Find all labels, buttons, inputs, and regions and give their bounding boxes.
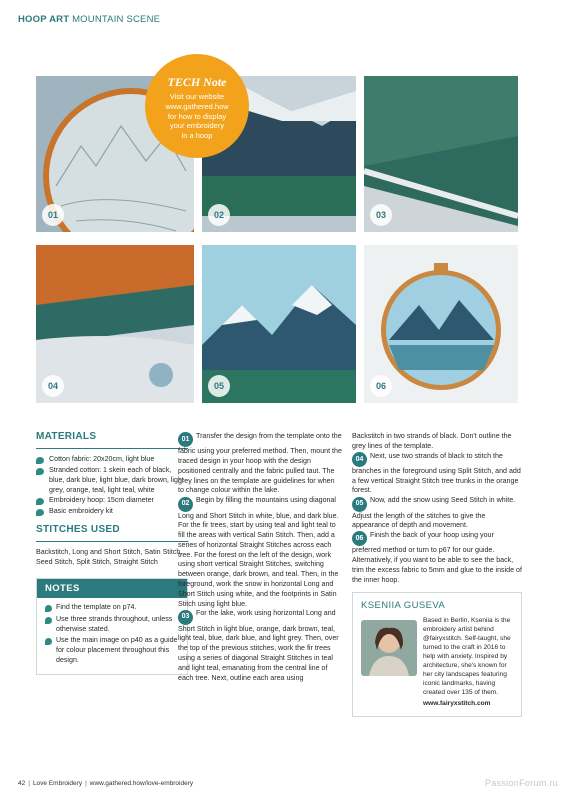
watermark: PassionForum.ru [484,778,558,788]
author-photo [361,620,417,676]
step-badge: 03 [178,610,193,625]
notes-box [36,578,188,675]
photo-number: 06 [370,375,392,397]
footer-url[interactable]: www.gathered.how/love-embroidery [89,780,194,787]
stitches-title: STITCHES USED [36,523,120,535]
section-label: HOOP ART [18,14,70,25]
step-badge: 05 [352,497,367,512]
notes-body [37,598,187,674]
step-1: 01 Transfer the design from the template onto the fabric using your preferred method. Then, mount the traced design in your hoop with the design positioned centrally and the fabric pulled taut. The grey lines on the template are guidelines for when to change colour within the lake. [178,432,342,495]
photo-number: 05 [208,375,230,397]
list-item: Basic embroidery kit [36,507,188,517]
step-4: 04 Next, use two strands of black to stitch the branches in the foreground using Split Stitch, and add a few vertical Straight Stitch tree trunks in the orange forest. [352,451,521,495]
instructions-column-1 [178,432,342,683]
step-badge: 01 [178,432,193,447]
list-item: Use the main image on p40 as a guide for colour placement throughout this design. [45,636,179,665]
list-item: Embroidery hoop: 15cm diameter [36,496,188,506]
step-badge: 02 [178,497,193,512]
photo-number: 01 [42,204,64,226]
author-bio: Based in Berlin, Kseniia is the embroidery artist behind @fairyxstitch. Self-taught, she turned to the craft in 2016 to help with anxiety. Inspired by architecture, she's known for her city landscapes featuring iconic landmarks, having created over 135 of them. [423,616,511,697]
step-photo-04 [36,245,194,403]
step-photo-06 [364,245,518,403]
list-item: Use three strands throughout, unless otherwise stated. [45,615,179,635]
page-number: 42 [18,780,26,787]
author-name: KSENIIA GUSEVA [361,599,446,611]
photo-number: 04 [42,375,64,397]
author-website-link[interactable]: www.fairyxstitch.com [423,699,491,707]
step-badge: 06 [352,531,367,546]
photo-number: 03 [370,204,392,226]
materials-list [36,455,188,517]
subsection-label: MOUNTAIN SCENE [72,14,161,25]
list-item: Stranded cotton: 1 skein each of black, blue, dark blue, light blue, dark brown, light grey, orange, teal, light teal, white [36,466,188,495]
stitches-section [36,523,188,568]
page-footer: 42 | Love Embroidery | www.gathered.how/love-embroidery [18,780,194,787]
step-badge: 04 [352,452,367,467]
photo-number: 02 [208,204,230,226]
tech-note-badge [145,54,249,158]
notes-title: NOTES [37,579,187,598]
instructions-column-2 [352,432,522,717]
list-item: Cotton fabric: 20x20cm, light blue [36,455,188,465]
step-photo-03 [364,76,518,232]
step-5: 05 Now, add the snow using Seed Stitch in white. Adjust the length of the stitches to give the appearance of depth and movement. [352,496,516,530]
step-3: 03 For the lake, work using horizontal Long and Short Stitch in light blue, orange, dark brown, teal, light teal, blue, dark blue, and light grey. Then, over the top of the previous stitches, work the fir trees using a series of diagonal Straight Stitches in teal and light teal, emanating from the central line of each tree. Next, outline each area using [178,609,339,682]
divider [36,448,188,450]
step-photo-05 [202,245,356,403]
stitches-text: Backstitch, Long and Short Stitch, Satin Stitch, Seed Stitch, Split Stitch, Straight Stitch [36,548,183,567]
list-item: Find the template on p74. [45,603,179,613]
author-box [352,592,522,717]
page-header [18,14,160,25]
materials-title: MATERIALS [36,431,97,442]
step-6: 06 Finish the back of your hoop using your preferred method or turn to p67 for our guide. Alternatively, if you want to be able to see the back, trim the excess fabric to 5mm and glue to the inside of the inner hoop. [352,531,522,584]
step-2: 02 Begin by filling the mountains using diagonal Long and Short Stitch in white, blue, and dark blue. For the fir trees, start by using teal and light teal to fill the areas with vertical Satin Stitch. Then, add a series of horizontal Straight Stitches across each tree. For the forest on the left of the design, work using short vertical Straight Stitches, switching between orange, dark brown, and teal. Then, in the foreground, work the snow in horizontal Long and Short Stitch using white, and the footprints in Satin Stitch using light blue. [178,496,339,608]
tech-note-title: TECH Note [167,75,227,89]
materials-column [36,430,188,675]
step-3-continued: Backstitch in two strands of black. Don't outline the grey lines of the template. [352,432,512,450]
footer-brand: Love Embroidery [32,780,83,787]
tech-note-text: Visit our website www.gathered.how for how to display your embroidery in a hoop [165,92,229,140]
divider [36,541,188,543]
